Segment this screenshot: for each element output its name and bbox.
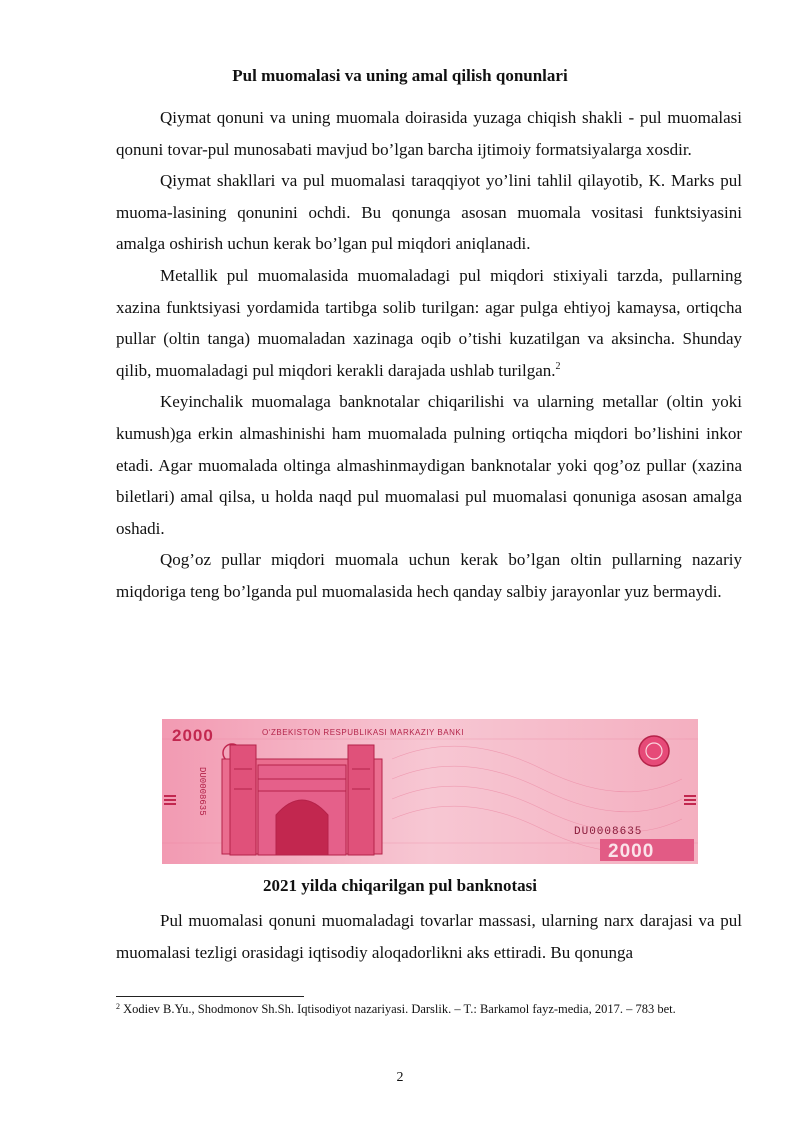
banknote-image (162, 719, 698, 864)
section-heading: Pul muomalasi va uning amal qilish qonunlari (232, 66, 568, 85)
paragraph-5: Qog’oz pullar miqdori muomala uchun kerak bo’lgan oltin pullarning nazariy miqdoriga teng bo’lganda pul muomalasida hech qanday salbiy jarayonlar yuz bermaydi. (116, 550, 742, 601)
footnote-number: 2 (116, 1002, 120, 1011)
banknote-serial-vertical: DU0008635 (197, 767, 207, 816)
footnote-text: Xodiev B.Yu., Shodmonov Sh.Sh. Iqtisodiyot nazariyasi. Darslik. – T.: Barkamol fayz-media, 2017. – 783 bet. (123, 1002, 676, 1016)
footnote-separator (116, 996, 304, 997)
banknote-denomination-top: 2000 (172, 726, 214, 745)
banknote-denomination-bottom: 2000 (608, 841, 655, 862)
body-text (116, 102, 742, 608)
footnote-reference[interactable]: 2 (555, 360, 561, 372)
banknote-emblem-right (639, 736, 669, 766)
image-caption: 2021 yilda chiqarilgan pul banknotasi (263, 876, 537, 895)
banknote-serial: DU0008635 (574, 826, 643, 838)
paragraph-3-text: Metallik pul muomalasida muomaladagi pul miqdori stixiyali tarzda, pullarning xazina funktsiyasi yordamida tartibga solib turilgan: agar pulga ehtiyoj kamaysa, ortiqcha pullar (oltin tanga) muomaladan xazinaga oqib o’tishi kuzatilgan va aksincha. Shunday qilib, muomaladagi pul miqdori kerakli darajada ushlab turilgan. (116, 265, 742, 380)
body-text-continued (116, 905, 742, 968)
footnote (116, 1001, 756, 1017)
banknote-issuer: O‘ZBEKISTON RESPUBLIKASI MARKAZIY BANKI (262, 728, 464, 737)
paragraph-6: Pul muomalasi qonuni muomaladagi tovarlar massasi, ularning narx darajasi va pul muomalasi tezligi orasidagi iqtisodiy aloqadorlikni aks ettiradi. Bu qonunga (116, 911, 742, 962)
paragraph-2: Qiymat shakllari va pul muomalasi taraqqiyot yo’lini tahlil qilayotib, K. Marks pul muoma-lasining qonunini ochdi. Bu qonunga asosan muomala vositasi funktsiyasini amalga oshirish uchun kerak bo’lgan pul miqdori aniqlanadi. (116, 171, 742, 254)
banknote-gate-illustration (222, 745, 382, 855)
paragraph-1: Qiymat qonuni va uning muomala doirasida yuzaga chiqish shakli - pul muomalasi qonuni tovar-pul munosabati mavjud bo’lgan barcha ijtimoiy formatsiyalarga xosdir. (116, 108, 742, 159)
page-number: 2 (396, 1070, 404, 1085)
paragraph-4: Keyinchalik muomalaga banknotalar chiqarilishi va ularning metallar (oltin yoki kumush)ga erkin almashinishi ham muomalada pulning ortiqcha miqdori bo’lishini inkor etadi. Agar muomalada oltinga almashinmaydigan banknotalar yoki qog’oz pullar (xazina biletlari) amal qilsa, u holda naqd pul muomalasi pul muomalasi qonuniga asosan amalga oshadi. (116, 392, 742, 538)
paragraph-3 (116, 260, 742, 386)
